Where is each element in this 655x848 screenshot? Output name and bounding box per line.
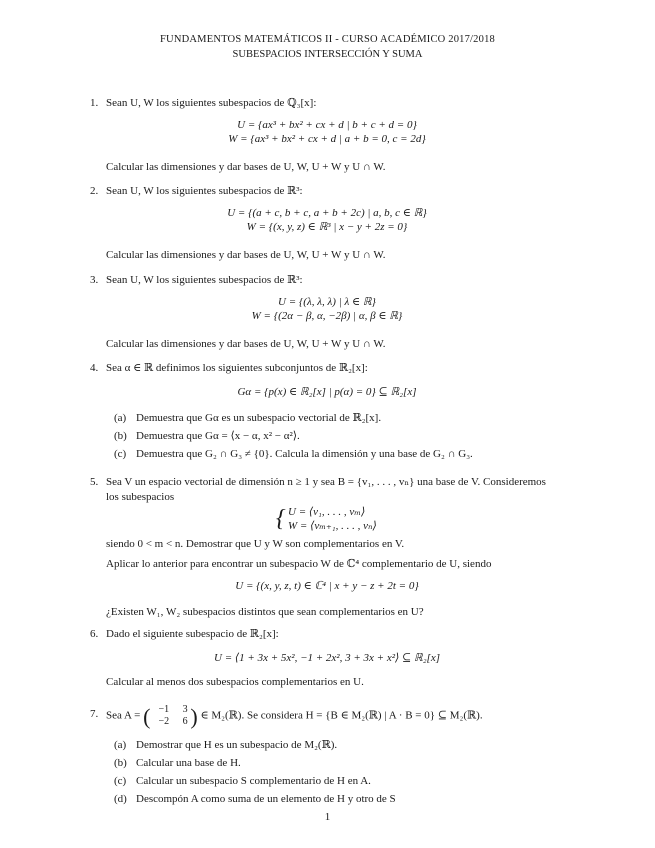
problem-intro: Sea α ∈ ℝ definimos los siguientes subconjuntos de ℝ₂[x]: xyxy=(106,362,368,374)
equation-w: W = {ax³ + bx² + cx + d | a + b = 0, c = 2d} xyxy=(228,133,426,145)
problem-intro: Sean U, W los siguientes subespacios de ℝ³: xyxy=(106,185,303,197)
sub-item-label: (a) xyxy=(114,412,127,424)
sub-item-b xyxy=(114,429,300,444)
equation-g-alpha: Gα = {p(x) ∈ ℝ₂[x] | p(α) = 0} ⊆ ℝ₂[x] xyxy=(237,386,417,398)
problem-number: 2. xyxy=(90,185,99,197)
equation-w: W = {(x, y, z) ∈ ℝ³ | x − y + 2z = 0} xyxy=(246,221,408,233)
right-paren-icon: ) xyxy=(190,703,198,729)
problem-task: Calcular al menos dos subespacios complementarios en U. xyxy=(106,676,364,688)
sub-item-label: (b) xyxy=(114,430,127,442)
matrix-row-1 xyxy=(153,704,188,716)
sub-item-text: Calcular una base de H. xyxy=(136,757,241,769)
left-paren-icon: ( xyxy=(143,703,151,729)
problem-intro-line2: los subespacios xyxy=(106,491,175,503)
problem-intro-line1: Sea V un espacio vectorial de dimensión n ≥ 1 y sea B = {v₁, . . . , vₙ} una base de V. Consideremos xyxy=(106,476,546,488)
matrix-cell: −1 xyxy=(158,704,170,715)
problem-equations xyxy=(92,206,562,234)
matrix-body xyxy=(153,704,188,728)
sub-item-text: Demuestra que G₂ ∩ G₃ ≠ {0}. Calcula la dimensión y una base de G₂ ∩ G₃. xyxy=(136,448,473,460)
sub-item-label: (c) xyxy=(114,448,127,460)
sub-item-c xyxy=(114,447,473,462)
equation-u: U = {(a + c, b + c, a + b + 2c) | a, b, c ∈ ℝ} xyxy=(227,207,427,219)
equation-u-span: U = ⟨1 + 3x + 5x², −1 + 2x², 3 + 3x + x²⟩ ⊆ ℝ₂[x] xyxy=(214,652,440,664)
problem-equations xyxy=(92,651,562,665)
sub-item-label: (c) xyxy=(114,775,127,787)
problem-equations xyxy=(92,385,562,399)
page-number: 1 xyxy=(324,811,331,823)
problem-equations xyxy=(92,295,562,323)
problem-intro: Sean U, W los siguientes subespacios de ℝ³: xyxy=(106,274,303,286)
sub-item-text: Demuestra que Gα es un subespacio vectorial de ℝ₂[x]. xyxy=(136,412,382,424)
problem-number: 3. xyxy=(90,274,99,286)
matrix-row-2 xyxy=(153,716,188,728)
sub-item-label: (b) xyxy=(114,757,127,769)
equation-u: U = {ax³ + bx² + cx + d | b + c + d = 0} xyxy=(237,119,417,131)
problem-number: 6. xyxy=(90,628,99,640)
problem-intro-prefix: Sea A = xyxy=(106,709,141,722)
sub-item-d xyxy=(114,792,396,807)
equation-u-c4: U = {(x, y, z, t) ∈ ℂ⁴ | x + y − z + 2t = 0} xyxy=(235,580,419,592)
problem-text-line4: Aplicar lo anterior para encontrar un subespacio W de ℂ⁴ complementario de U, siendo xyxy=(106,558,492,570)
sub-item-b xyxy=(114,756,241,771)
problem-intro xyxy=(106,704,483,728)
problem-task: Calcular las dimensiones y dar bases de U, W, U + W y U ∩ W. xyxy=(106,338,386,350)
sub-item-a xyxy=(114,738,337,753)
sub-item-label: (a) xyxy=(114,739,127,751)
problem-number: 7. xyxy=(90,708,99,720)
document-header-course: FUNDAMENTOS MATEMÁTICOS II - CURSO ACADÉMICO 2017/2018 xyxy=(160,34,495,45)
sub-item-a xyxy=(114,411,381,426)
left-brace-icon: { xyxy=(276,506,286,532)
equation-u: U = ⟨v₁, . . . , vₘ⟩ xyxy=(288,506,366,518)
matrix-cell: 6 xyxy=(182,716,188,727)
equation-u: U = {(λ, λ, λ) | λ ∈ ℝ} xyxy=(278,296,376,308)
matrix-cell: 3 xyxy=(182,704,188,715)
equation-w: W = ⟨vₘ₊₁, . . . , vₙ⟩ xyxy=(288,520,377,532)
problem-equations xyxy=(276,505,488,533)
sub-item-c xyxy=(114,774,371,789)
problem-number: 5. xyxy=(90,476,99,488)
problem-text-line3: siendo 0 < m < n. Demostrar que U y W son complementarios en V. xyxy=(106,538,405,550)
sub-item-label: (d) xyxy=(114,793,127,805)
problem-intro: Sean U, W los siguientes subespacios de ℚ₃[x]: xyxy=(106,97,317,109)
problem-equations xyxy=(92,118,562,146)
document-header-topic: SUBESPACIOS INTERSECCIÓN Y SUMA xyxy=(232,49,423,60)
problem-task: Calcular las dimensiones y dar bases de U, W, U + W y U ∩ W. xyxy=(106,249,386,261)
sub-item-text: Descompón A como suma de un elemento de H y otro de S xyxy=(136,793,396,805)
problem-intro: Dado el siguiente subespacio de ℝ₂[x]: xyxy=(106,628,279,640)
matrix-cell: −2 xyxy=(158,716,170,727)
sub-item-text: Calcular un subespacio S complementario de H en A. xyxy=(136,775,371,787)
sub-item-text: Demuestra que Gα = ⟨x − α, x² − α²⟩. xyxy=(136,430,300,442)
problem-number: 1. xyxy=(90,97,99,109)
problem-text-line5: ¿Existen W₁, W₂ subespacios distintos que sean complementarios en U? xyxy=(106,606,424,618)
problem-task: Calcular las dimensiones y dar bases de U, W, U + W y U ∩ W. xyxy=(106,161,386,173)
sub-item-text: Demostrar que H es un subespacio de M₂(ℝ). xyxy=(136,739,338,751)
problem-intro-suffix: ∈ M₂(ℝ). Se considera H = {B ∈ M₂(ℝ) | A · B = 0} ⊆ M₂(ℝ). xyxy=(200,709,483,722)
equation-w: W = {(2α − β, α, −2β) | α, β ∈ ℝ} xyxy=(251,310,403,322)
matrix-a xyxy=(143,704,198,728)
problem-equation-u-c4 xyxy=(92,579,562,593)
problem-number: 4. xyxy=(90,362,99,374)
